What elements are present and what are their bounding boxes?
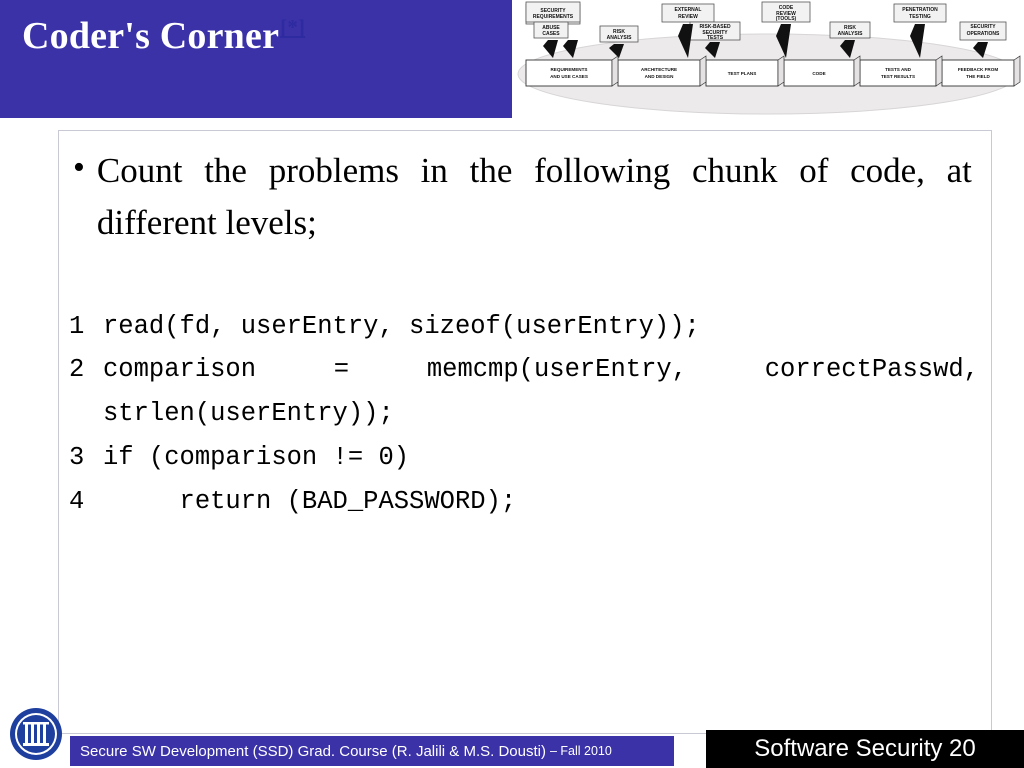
svg-text:(TOOLS): (TOOLS) [775,16,797,22]
bullet-item [59,131,991,249]
logo-svg [8,706,64,762]
code-line-text: comparison = memcmp(userEntry, correctPasswd, strlen(userEntry)); [103,355,995,429]
svg-text:REQUIREMENTS: REQUIREMENTS [550,67,588,72]
svg-text:RISK: RISK [844,25,856,31]
svg-text:RISK-BASED: RISK-BASED [699,24,731,30]
svg-text:ARCHITECTURE: ARCHITECTURE [640,67,678,72]
code-line-number: 2 [69,355,85,385]
code-line-number: 1 [69,311,85,341]
footer-title-bar [706,730,1024,768]
svg-text:EXTERNAL: EXTERNAL [674,7,702,13]
footer-term: – Fall 2010 [549,744,612,758]
svg-text:RISK: RISK [613,29,625,35]
code-line [69,348,995,436]
svg-text:ANALYSIS: ANALYSIS [606,35,632,41]
svg-text:PENETRATION: PENETRATION [902,7,938,13]
code-line-number: 4 [69,487,85,517]
code-line [69,436,979,480]
page-title-text: Coder's Corner [22,15,280,57]
svg-text:FEEDBACK FROM: FEEDBACK FROM [957,67,999,72]
svg-text:ABUSE: ABUSE [542,25,560,31]
svg-text:SECURITY: SECURITY [702,30,728,36]
footer-course-bar [70,736,674,766]
svg-text:REQUIREMENTS: REQUIREMENTS [532,14,574,20]
title-reference-link[interactable]: [*] [280,15,306,40]
university-logo [8,706,64,762]
footer-course-tail: ) [540,742,546,760]
footer-course-text: Secure SW Development (SSD) Grad. Course (R. Jalili & M.S. Dousti [80,742,541,760]
svg-text:CODE: CODE [812,71,826,76]
svg-text:AND USE CASES: AND USE CASES [550,74,588,79]
svg-text:CODE: CODE [778,5,794,11]
svg-text:OPERATIONS: OPERATIONS [966,31,1000,37]
svg-text:TESTS: TESTS [706,35,724,41]
svg-text:TEST RESULTS: TEST RESULTS [880,74,916,79]
svg-text:SECURITY: SECURITY [540,8,566,14]
svg-text:TEST PLANS: TEST PLANS [727,71,757,76]
code-line-text: return (BAD_PASSWORD); [103,487,517,517]
svg-text:AND DESIGN: AND DESIGN [644,74,674,79]
footer-title-text: Software Security 20 [754,735,976,762]
svg-text:REVIEW: REVIEW [678,14,698,20]
svg-text:THE FIELD: THE FIELD [966,74,990,79]
title-banner [0,0,512,118]
code-line [69,305,979,349]
code-line-text: read(fd, userEntry, sizeof(userEntry)); [103,311,700,341]
svg-text:ANALYSIS: ANALYSIS [837,31,863,37]
bullet-text: Count the problems in the following chunk of code, at different levels; [96,151,972,242]
code-line-text: if (comparison != 0) [103,443,410,473]
page-title [22,14,305,58]
content-box [58,130,995,734]
diagram-svg [512,0,1024,122]
sdlc-touchpoints-diagram [512,0,1024,122]
svg-text:TESTING: TESTING [909,14,931,20]
code-block [59,305,995,524]
code-line-number: 3 [69,443,85,473]
bullet-dot-icon: • [73,149,85,186]
code-line [69,480,979,524]
svg-text:REVIEW: REVIEW [776,11,796,17]
svg-text:TESTS AND: TESTS AND [885,67,911,72]
svg-text:CASES: CASES [542,31,560,37]
svg-text:SECURITY: SECURITY [970,24,996,30]
